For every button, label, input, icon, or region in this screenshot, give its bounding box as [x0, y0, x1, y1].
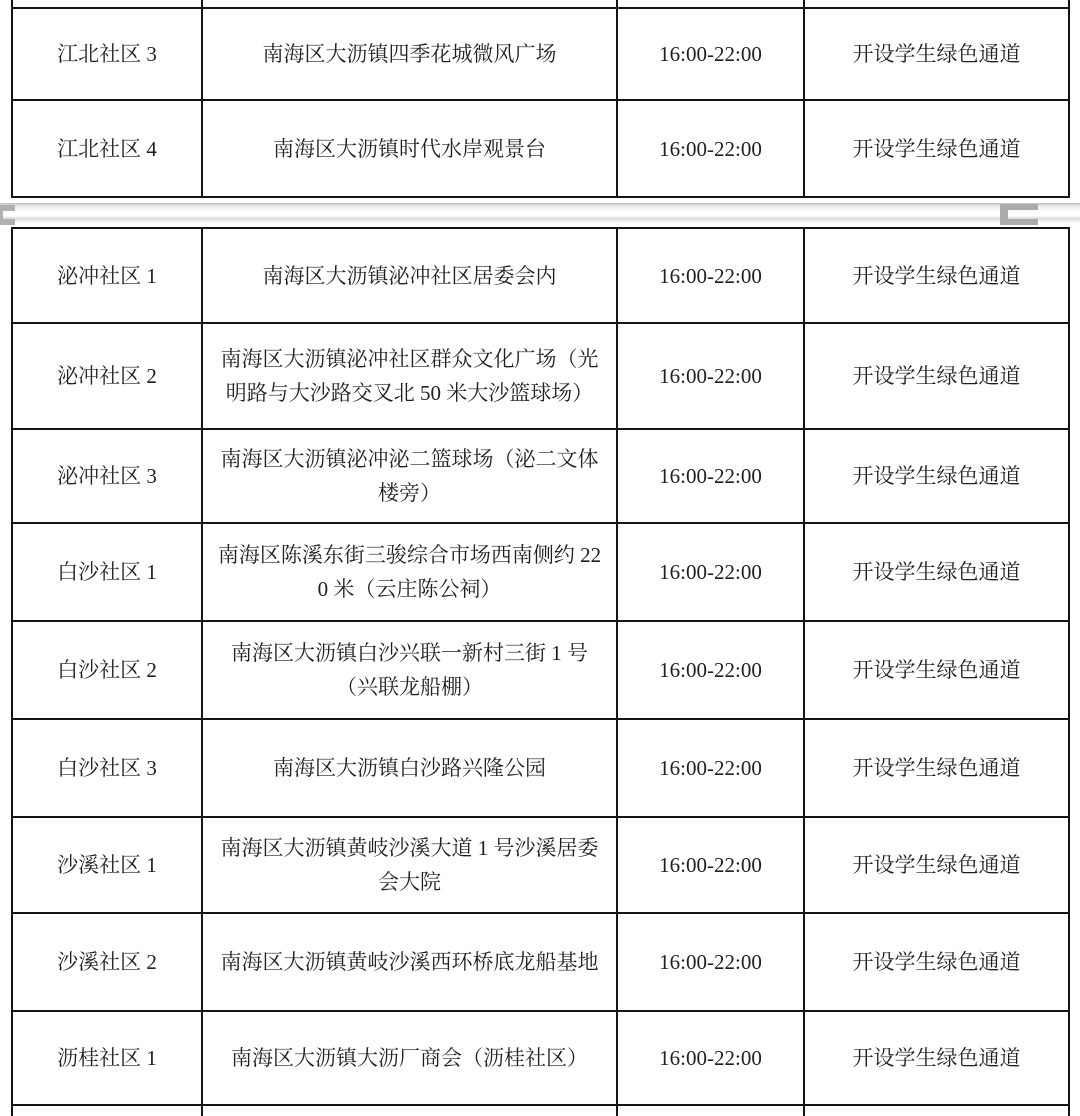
address-cell: 南海区大沥镇黄岐沙溪西环桥底龙船基地: [202, 913, 617, 1011]
note-cell: 开设学生绿色通道: [804, 621, 1069, 719]
address-cell: 南海区大沥镇黄岐沙溪大道 1 号沙溪居委会大院: [202, 817, 617, 913]
time-cell: 16:00-22:00: [617, 621, 804, 719]
address-cell: 南海区大沥镇白沙兴联一新村三街 1 号（兴联龙船棚）: [202, 621, 617, 719]
table-row: [12, 228, 1069, 323]
community-cell: 白沙社区 2: [12, 621, 202, 719]
table-row: [12, 523, 1069, 621]
note-cell: 开设学生绿色通道: [804, 913, 1069, 1011]
note-cell: 开设学生绿色通道: [804, 1011, 1069, 1105]
note-cell: [804, 0, 1069, 8]
note-cell: 开设学生绿色通道: [804, 228, 1069, 323]
testing-sites-table-page2: [11, 227, 1070, 1116]
community-cell: 泌冲社区 2: [12, 323, 202, 429]
time-cell: [617, 0, 804, 8]
testing-sites-table-page1: [11, 0, 1070, 198]
community-cell: 沙溪社区 2: [12, 913, 202, 1011]
address-cell: 南海区大沥镇白沙路兴隆公园: [202, 719, 617, 817]
table-row: [12, 100, 1069, 197]
note-cell: 开设学生绿色通道: [804, 100, 1069, 197]
note-cell: 开设学生绿色通道: [804, 323, 1069, 429]
table-row: [12, 323, 1069, 429]
table-row-partial-bottom: [12, 1105, 1069, 1116]
time-cell: 16:00-22:00: [617, 523, 804, 621]
address-cell: 南海区大沥镇四季花城微风广场: [202, 8, 617, 100]
time-cell: 16:00-22:00: [617, 100, 804, 197]
community-cell: 沙溪社区 1: [12, 817, 202, 913]
time-cell: 16:00-22:00: [617, 228, 804, 323]
note-cell: 开设学生绿色通道: [804, 429, 1069, 523]
note-cell: 开设学生绿色通道: [804, 8, 1069, 100]
table-row: [12, 719, 1069, 817]
table-row: [12, 8, 1069, 100]
community-cell: 江北社区 3: [12, 8, 202, 100]
time-cell: 16:00-22:00: [617, 817, 804, 913]
note-cell: 开设学生绿色通道: [804, 817, 1069, 913]
address-cell: [202, 0, 617, 8]
address-cell: 南海区大沥镇大沥厂商会（沥桂社区）: [202, 1011, 617, 1105]
address-cell: 南海区陈溪东街三骏综合市场西南侧约 220 米（云庄陈公祠）: [202, 523, 617, 621]
page-gap-separator[interactable]: [0, 203, 1080, 227]
community-cell: 白沙社区 1: [12, 523, 202, 621]
address-cell: 南海区大沥镇泌冲社区居委会内: [202, 228, 617, 323]
address-cell: 南海区大沥镇泌冲社区群众文化广场（光明路与大沙路交叉北 50 米大沙篮球场）: [202, 323, 617, 429]
table-row-partial-top: [12, 0, 1069, 8]
community-cell: 沥桂社区 1: [12, 1011, 202, 1105]
time-cell: 16:00-22:00: [617, 913, 804, 1011]
time-cell: [617, 1105, 804, 1116]
time-cell: 16:00-22:00: [617, 323, 804, 429]
note-cell: 开设学生绿色通道: [804, 719, 1069, 817]
time-cell: 16:00-22:00: [617, 8, 804, 100]
community-cell: [12, 1105, 202, 1116]
table-row: [12, 913, 1069, 1011]
table-row: [12, 817, 1069, 913]
address-cell: 南海区大沥镇泌冲泌二篮球场（泌二文体楼旁）: [202, 429, 617, 523]
address-cell: [202, 1105, 617, 1116]
community-cell: 江北社区 4: [12, 100, 202, 197]
community-cell: [12, 0, 202, 8]
community-cell: 白沙社区 3: [12, 719, 202, 817]
community-cell: 泌冲社区 1: [12, 228, 202, 323]
community-cell: 泌冲社区 3: [12, 429, 202, 523]
table-row: [12, 1011, 1069, 1105]
table-row: [12, 429, 1069, 523]
separator-right-handle[interactable]: [1000, 204, 1038, 225]
table-row: [12, 621, 1069, 719]
note-cell: [804, 1105, 1069, 1116]
time-cell: 16:00-22:00: [617, 429, 804, 523]
time-cell: 16:00-22:00: [617, 719, 804, 817]
address-cell: 南海区大沥镇时代水岸观景台: [202, 100, 617, 197]
separator-left-handle[interactable]: [0, 205, 15, 225]
note-cell: 开设学生绿色通道: [804, 523, 1069, 621]
time-cell: 16:00-22:00: [617, 1011, 804, 1105]
